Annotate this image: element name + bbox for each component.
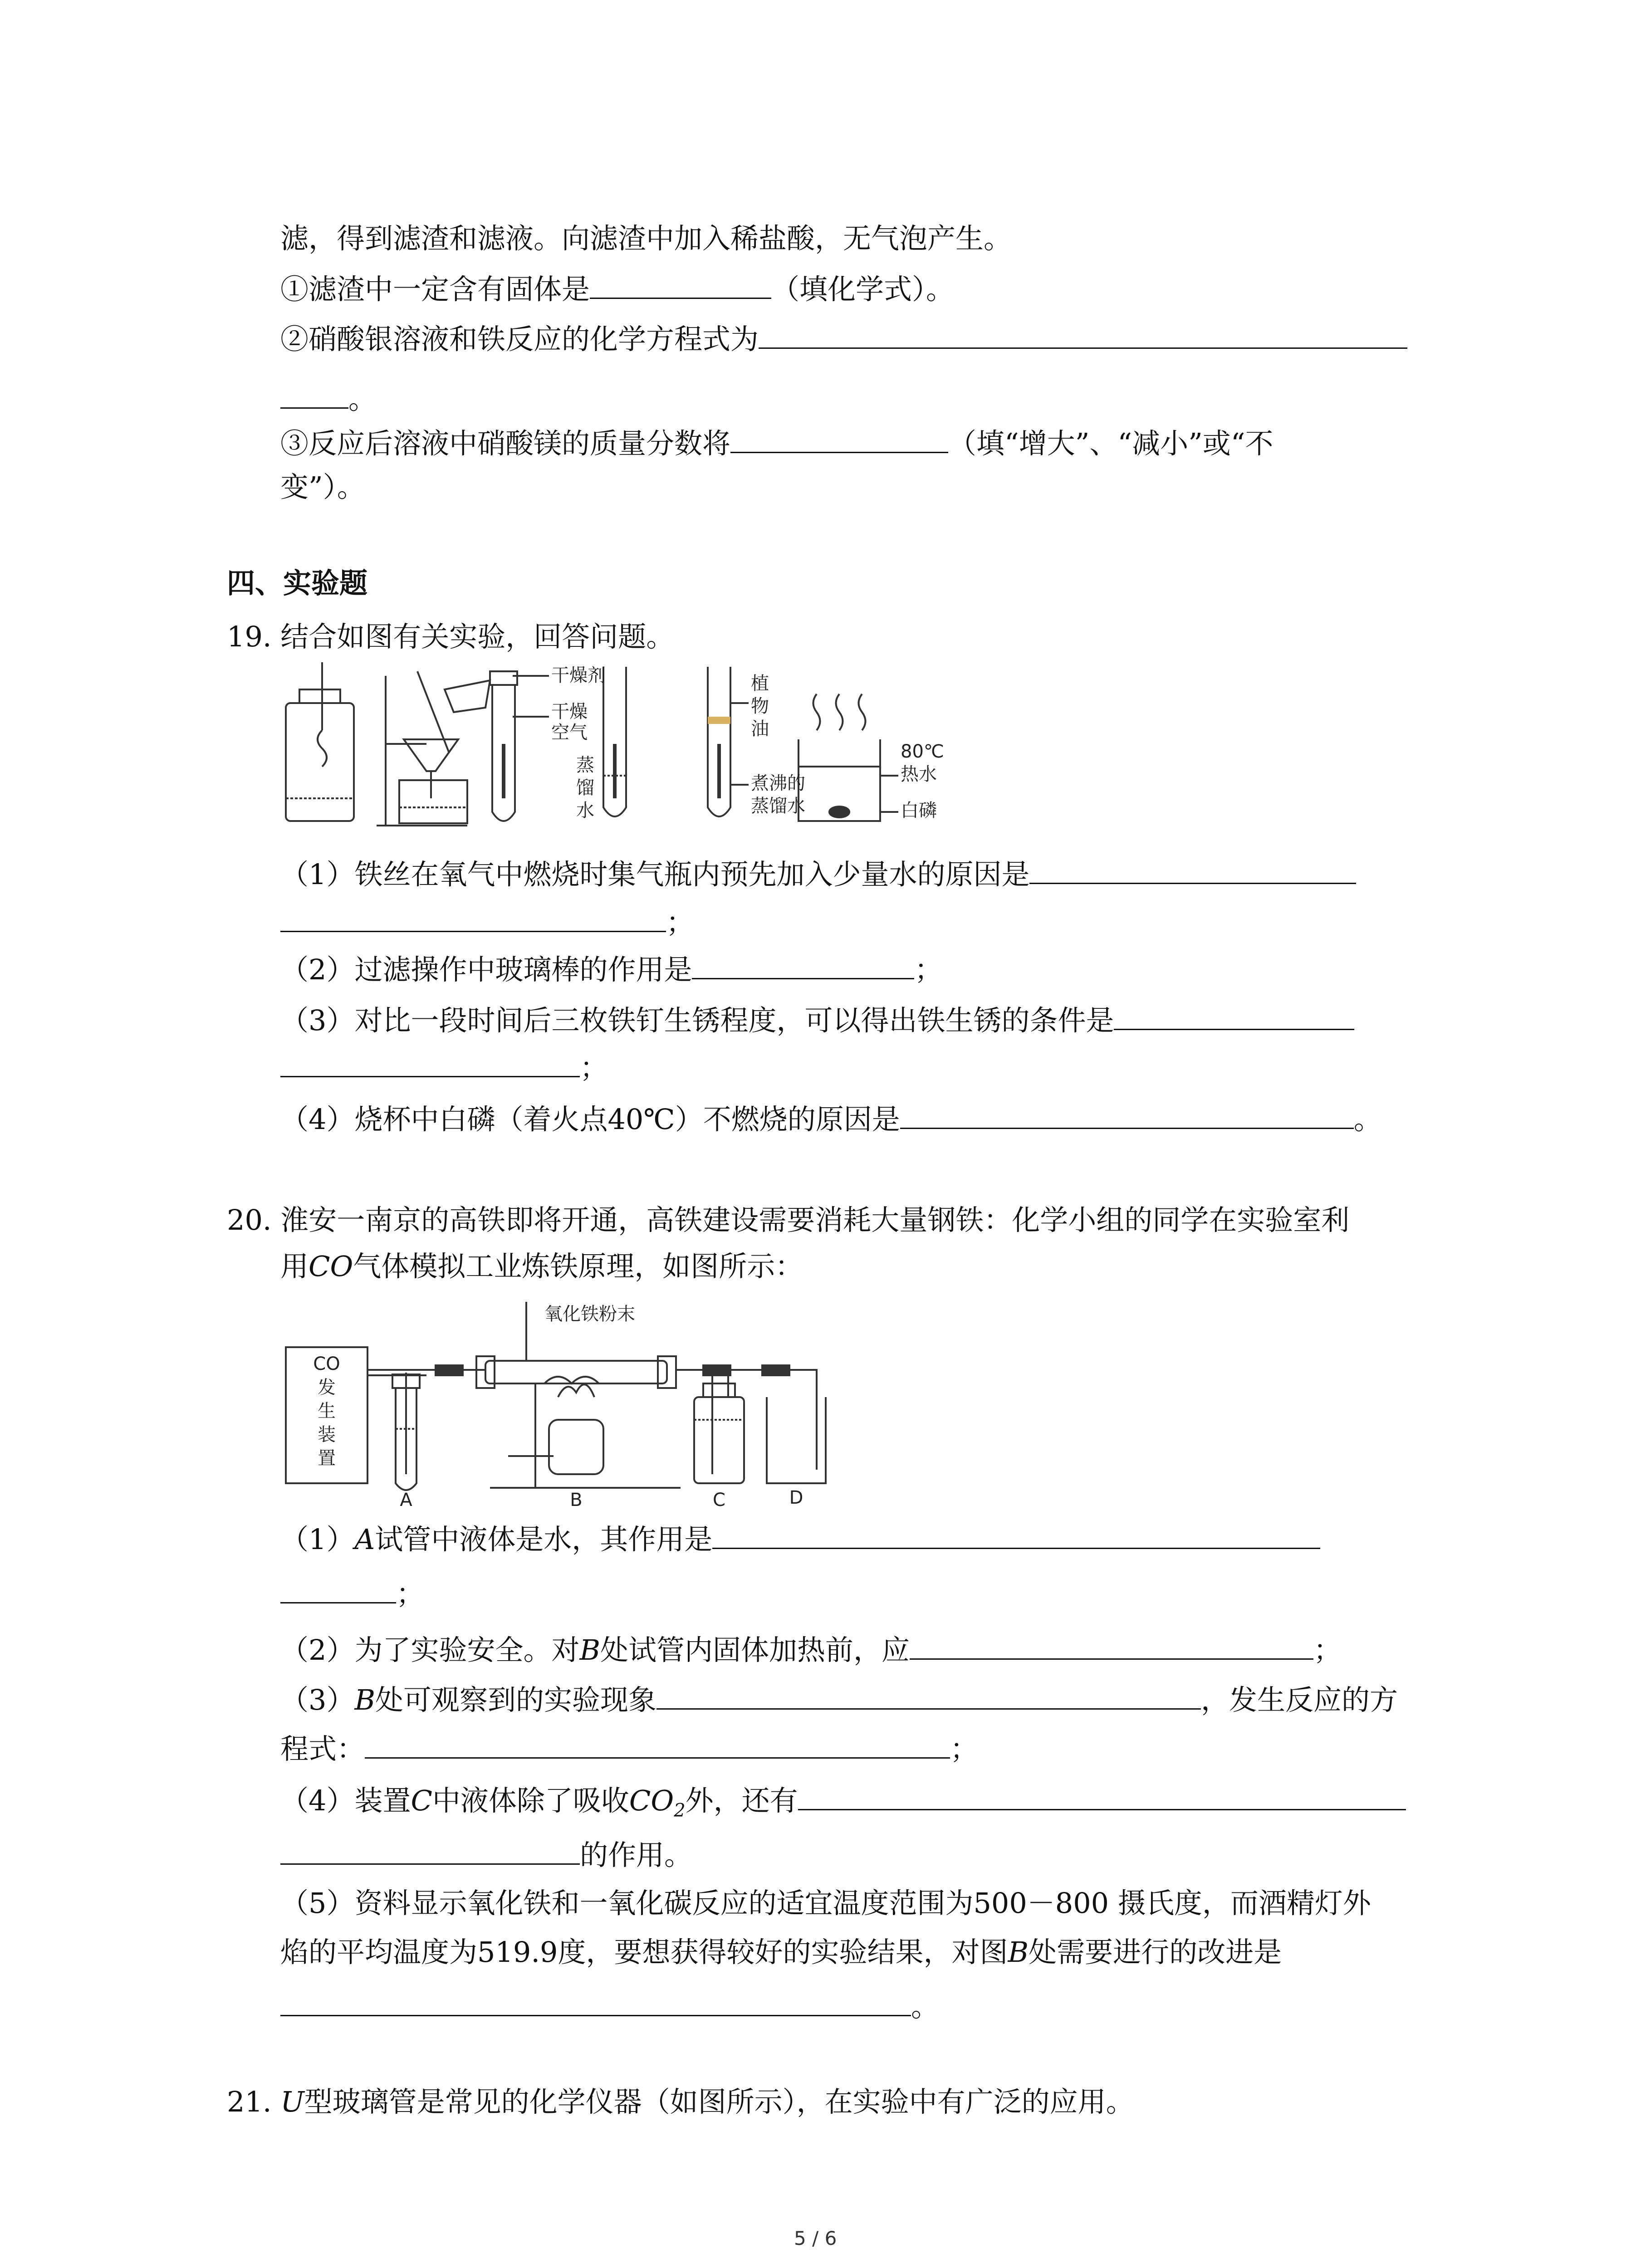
q19-p1-blank-cont[interactable] [280,903,666,932]
q19-p1-text: （1）铁丝在氧气中燃烧时集气瓶内预先加入少量水的原因是 [280,858,1030,891]
test-tube-dry-air-icon [490,671,549,821]
label-distilled-2: 馏 [576,777,594,798]
label-co-5: 置 [318,1448,336,1469]
q19-stem: 19. 结合如图有关实验，回答问题。 [227,620,675,653]
q20-p5-letter: B [1008,1936,1029,1969]
q21-num: 21. [227,2085,281,2118]
q18-sub1 [280,269,954,308]
label-dry: 干燥 [551,701,588,722]
test-tube-water-icon [603,667,626,816]
q20-p3-suffix: ； [950,1732,979,1765]
label-oil-2: 物 [751,696,769,717]
q20-p5-cont [280,1987,939,2025]
q21-stem [227,2084,1134,2120]
q20-p1 [280,1520,1320,1558]
q19-p3 [280,1001,1354,1039]
q20-stem-text-a: 用 [280,1250,309,1283]
test-tube-oil-icon [708,667,749,816]
label-co: CO [313,1354,340,1374]
test-tube-a-icon [392,1373,420,1490]
q19-p3-cont [280,1048,608,1086]
q20-p3-letter: B [354,1683,376,1716]
q20-p4-text-b: 中液体除了吸收 [432,1784,629,1817]
q20-p2-blank[interactable] [910,1630,1313,1660]
q18-sub1-text: ①滤渣中一定含有固体是 [280,273,590,306]
wash-bottle-c-icon [694,1370,744,1483]
q21-text: 型玻璃管是常见的化学仪器（如图所示），在实验中有广泛的应用。 [304,2085,1134,2118]
label-co-2: 发 [318,1377,336,1398]
q19-p4-suffix: 。 [1353,1103,1382,1136]
q20-p3-text-c: ，发生反应的方 [1201,1683,1398,1716]
q19-p2-blank[interactable] [692,950,914,979]
q20-p2-letter: B [579,1633,601,1667]
label-air: 空气 [551,722,588,743]
page-number: 5 / 6 [794,2227,837,2249]
q20-p5-line2 [280,1934,1282,1970]
beaker-phosphorus-icon [798,694,898,821]
q20-p2-text-a: （2）为了实验安全。对 [280,1633,580,1667]
label-co-4: 装 [318,1424,336,1445]
q20-p4-sub: 2 [674,1800,686,1821]
q19-p3-suffix: ； [580,1051,608,1084]
label-oil-3: 油 [751,719,769,739]
label-oil-1: 植 [751,673,769,694]
q19-p3-blank[interactable] [1114,1001,1354,1030]
q20-p3-text: 处可观察到的实验现象 [375,1683,657,1716]
q19-p4-blank[interactable] [900,1100,1354,1129]
q19-p4 [280,1100,1382,1138]
q18-sub3 [280,424,1274,462]
filtration-icon [377,671,490,826]
q20-p1-text: 试管中液体是水，其作用是 [375,1523,713,1556]
q19-p1-blank[interactable] [1029,855,1356,884]
q18-sub3-suffix: （填“增大”、“减小”或“不 [948,427,1274,460]
gas-jar-icon [286,662,354,821]
q19-p2 [280,950,942,988]
label-distilled-1: 蒸 [576,755,594,776]
q18-sub1-suffix: （填化学式）。 [771,273,955,306]
q20-p1-letter: A [354,1523,375,1556]
q19-p1-cont [280,903,694,941]
q20-stem-line2 [280,1248,803,1285]
q20-p4-cont [280,1835,692,1873]
label-co-3: 生 [318,1401,336,1422]
q20-figure [281,1293,871,1510]
q20-stem-line1: 20. 淮安一南京的高铁即将开通，高铁建设需要消耗大量钢铁：化学小组的同学在实验室利 [227,1203,1350,1237]
label-temp: 80℃ [901,741,944,762]
q19-p1-suffix: ； [666,906,695,939]
q20-p3-text-d: 程式： [280,1732,365,1765]
q20-p4-text-c: 外，还有 [685,1784,798,1817]
label-white-p: 白磷 [901,800,937,821]
q20-p1-cont [280,1574,424,1612]
label-boiled-1: 煮沸的 [751,773,805,794]
q19-p2-text: （2）过滤操作中玻璃棒的作用是 [280,953,692,986]
label-d: D [789,1487,803,1508]
q18-sub2-blank[interactable] [759,319,1407,349]
section-title: 四、实验题 [227,567,368,600]
q18-sub2-cont [280,379,377,417]
q19-p1 [280,855,1356,893]
q20-p5-suffix: 。 [911,1990,940,2023]
q19-figure [277,662,980,835]
q19-p2-suffix: ； [914,953,943,986]
q20-p5-line1: （5）资料显示氧化铁和一氧化碳反应的适宜温度范围为500－800 摄氏度，而酒精灯外 [280,1887,1371,1920]
q20-p4-blank-cont[interactable] [280,1835,580,1865]
q20-p4-co: CO [629,1784,674,1817]
combustion-tube-b-icon [476,1302,681,1488]
q20-p5-text-b: 处需要进行的改进是 [1029,1936,1282,1969]
q20-p4-text-a: （4）装置 [280,1784,411,1817]
q18-sub2 [280,319,1407,357]
beaker-d-icon [767,1370,826,1483]
label-distilled-3: 水 [576,800,594,821]
label-desiccant: 干燥剂 [551,665,606,686]
q18-sub3-cont: 变”）。 [280,470,365,503]
q20-p3 [280,1680,1398,1718]
label-b: B [570,1490,583,1510]
q20-p5-blank[interactable] [280,1987,911,2016]
q19-p3-blank-cont[interactable] [280,1048,580,1077]
label-hot-water: 热水 [901,764,937,785]
label-boiled-2: 蒸馏水 [751,796,805,816]
q20-stem-co: CO [309,1250,353,1283]
q18-line0: 滤，得到滤渣和滤液。向滤渣中加入稀盐酸，无气泡产生。 [280,222,1012,255]
q20-p1-num: （1） [280,1523,355,1556]
q20-p3-blank-2[interactable] [365,1729,950,1759]
q18-sub2-text: ②硝酸银溶液和铁反应的化学方程式为 [280,323,759,356]
q20-p1-suffix: ； [396,1577,425,1610]
q20-p1-blank-cont[interactable] [280,1574,396,1603]
q20-p2 [280,1630,1342,1668]
q20-stem-text-b: 气体模拟工业炼铁原理，如图所示： [353,1250,803,1283]
label-c: C [713,1490,725,1510]
q18-sub3-text: ③反应后溶液中硝酸镁的质量分数将 [280,427,731,460]
q18-sub2-blank-cont[interactable] [280,379,348,409]
q20-p4-blank[interactable] [798,1781,1406,1810]
q19-p4-text: （4）烧杯中白磷（着火点40℃）不燃烧的原因是 [280,1103,900,1136]
q20-p1-blank[interactable] [712,1520,1320,1549]
q18-sub2-suffix: 。 [348,382,377,415]
label-fe2o3: 氧化铁粉末 [544,1304,635,1325]
q20-p3-blank[interactable] [656,1680,1201,1710]
q19-p3-text: （3）对比一段时间后三枚铁钉生锈程度，可以得出铁生锈的条件是 [280,1004,1114,1037]
q20-p3-cont [280,1729,978,1767]
q20-p4 [280,1781,1406,1828]
q21-letter: U [280,2085,304,2118]
label-a: A [400,1490,412,1510]
q18-sub3-blank[interactable] [730,424,948,453]
q18-sub1-blank[interactable] [590,269,771,299]
q20-p3-num: （3） [280,1683,355,1716]
q20-p5-text-a: 焰的平均温度为519.9度，要想获得较好的实验结果，对图 [280,1936,1008,1969]
q20-p4-text-d: 的作用。 [580,1838,693,1872]
q20-p2-text-b: 处试管内固体加热前，应 [600,1633,910,1667]
q20-p4-letter: C [411,1784,432,1817]
q20-p2-suffix: ； [1313,1633,1342,1667]
